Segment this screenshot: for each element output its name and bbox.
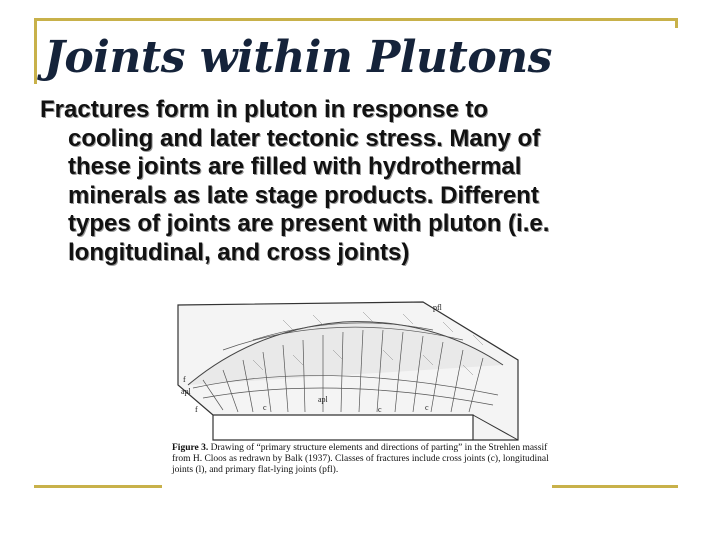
figure-label-c3: c [425,403,429,412]
body-line-4: minerals as late stage products. Different [68,181,539,209]
pluton-joint-figure [163,300,551,512]
body-line-1: Fractures form in pluton in response to [40,96,489,123]
frame-right-tick [675,18,678,28]
slide-body [40,96,680,267]
bottom-line-right [552,485,678,488]
caption-label: Figure 3. [172,443,209,453]
block-diagram [163,300,551,445]
figure-label-f: f [183,375,186,384]
bottom-line-left [34,485,162,488]
figure-label-pfl: pfl [433,303,442,312]
figure-label-f2: f [195,405,198,414]
figure-label-apl: apl [181,387,191,396]
body-line-2: cooling and later tectonic stress. Many of [68,124,541,152]
figure-label-c2: c [378,405,382,414]
figure-caption [172,443,550,476]
figure-label-apl2: apl [318,395,328,404]
frame-top-line [34,18,678,21]
body-line-5: types of joints are present with pluton (i.e. [68,210,550,237]
body-line-3: these joints are filled with hydrothermal [68,153,522,180]
body-line-6: longitudinal, and cross joints) [68,238,410,266]
caption-text: Drawing of “primary structure elements and directions of parting” in the Strehlen massif from H. Cloos as redrawn by Balk (1937). Classes of fractures include cross joints (c), longitudinal joints (l), and primary flat-lying joints (pfl). [172,443,549,475]
slide-title: Joints within Plutons [44,32,552,83]
figure-label-c: c [263,403,267,412]
frame-left-line [34,18,37,84]
